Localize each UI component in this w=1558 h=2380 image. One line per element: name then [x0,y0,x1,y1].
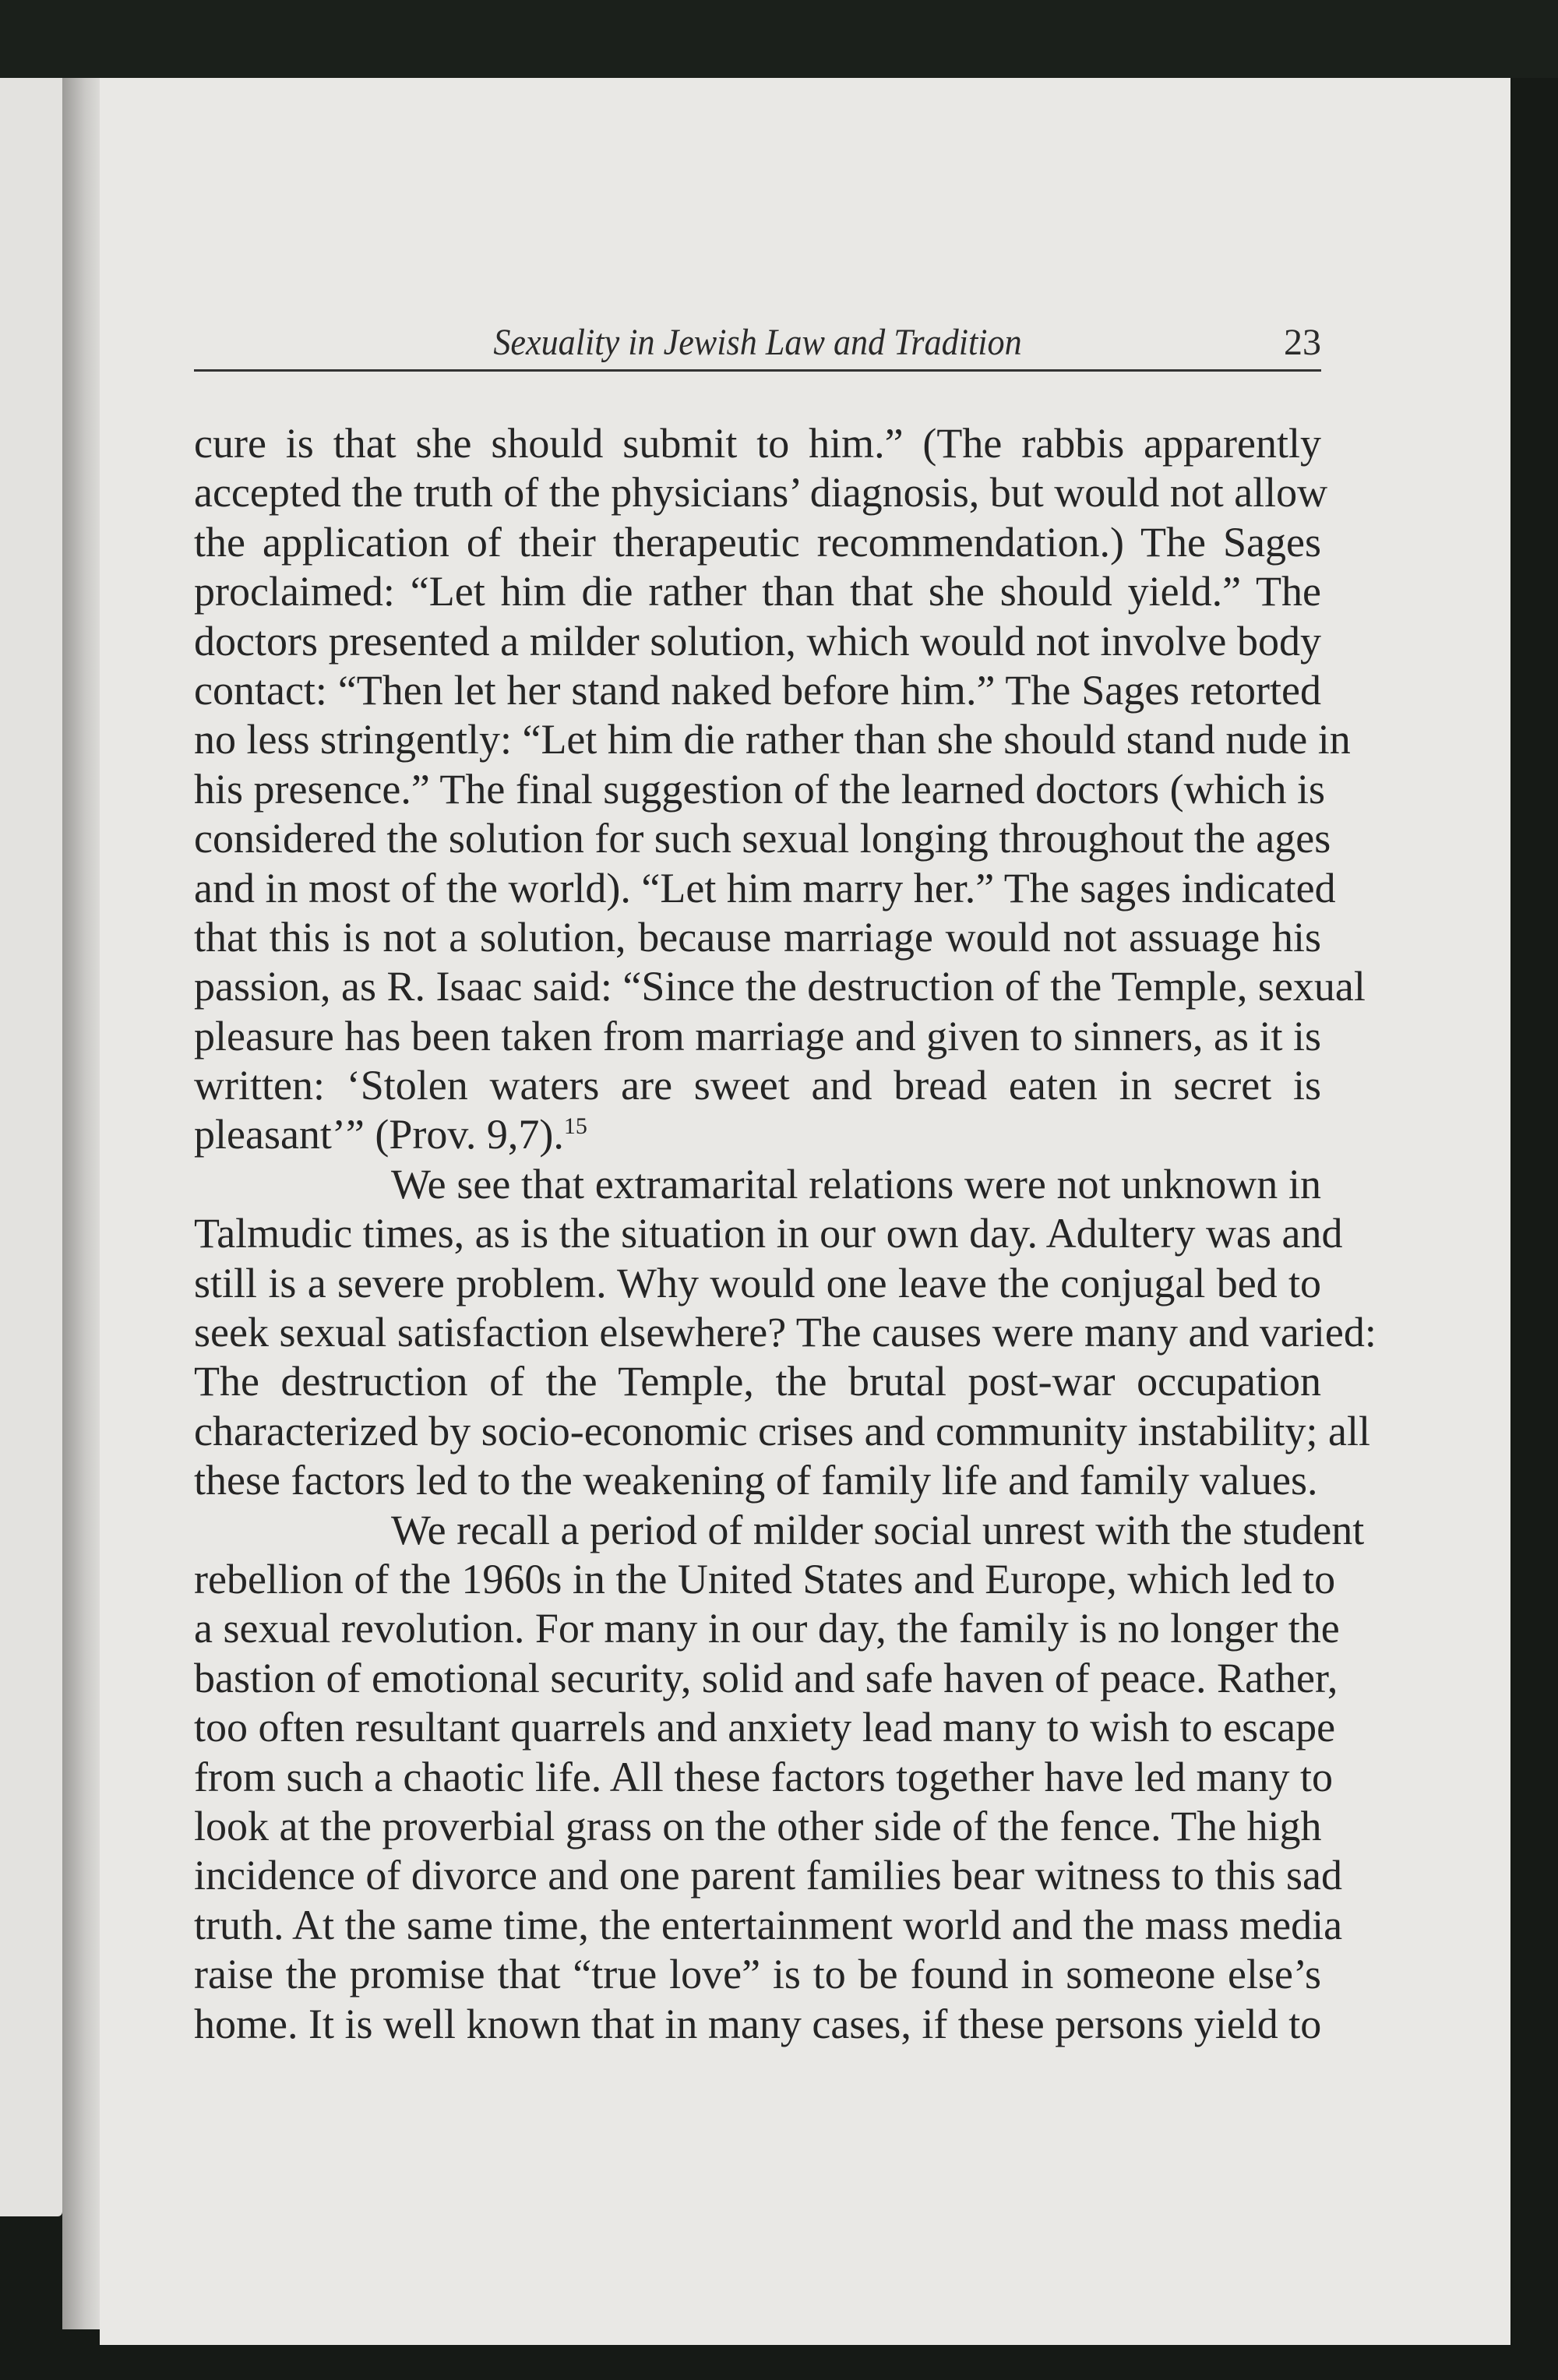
text-line [194,1950,1321,1999]
text-line-content: look at the proverbial grass on the other side of the fence. The high [194,1802,1322,1849]
text-line-content: raise the promise that “true love” is to be found in someone else’s [194,1951,1321,1998]
text-line [194,1160,1321,1209]
running-title: Sexuality in Jewish Law and Tradition [493,322,1022,363]
text-line [194,1901,1343,1950]
text-line-content: The destruction of the Temple, the brutal post-war occupation [194,1358,1321,1405]
text-line [194,1555,1336,1604]
text-line-content: that this is not a solution, because marriage would not assuage his [194,913,1321,961]
text-line-content: doctors presented a milder solution, which would not involve body [194,617,1321,665]
text-line-content: a sexual revolution. For many in our day, the family is no longer the [194,1605,1340,1652]
text-line-content: Talmudic times, as is the situation in our own day. Adultery was and [194,1210,1343,1257]
text-line-content: no less stringently: “Let him die rather than she should stand nude in [194,716,1351,763]
text-line [194,1209,1343,1258]
text-line [194,1753,1333,1802]
text-line [194,962,1366,1011]
text-line-content: passion, as R. Isaac said: “Since the destruction of the Temple, sexual [194,963,1366,1010]
scan-background-top [0,0,1558,78]
text-line [194,567,1321,616]
text-line [194,715,1351,764]
text-line-content: accepted the truth of the physicians’ diagnosis, but would not allow [194,469,1328,517]
body-text [194,419,1376,2049]
text-line [194,666,1321,715]
running-header [194,321,1321,371]
text-line [194,1110,1321,1159]
text-line-content: pleasure has been taken from marriage and given to sinners, as it is [194,1012,1322,1060]
text-line [194,1851,1343,1900]
text-line [194,1061,1321,1110]
text-line [194,419,1321,468]
text-line-content: home. It is well known that in many cases, if these persons yield to [194,2000,1322,2047]
text-line [194,765,1326,814]
text-line [194,518,1321,567]
previous-page-edge [0,78,62,2216]
paragraph [194,419,1366,1160]
text-line-content: We recall a period of milder social unrest with the student [391,1506,1365,1553]
text-line [194,1407,1370,1456]
text-line-content: the application of their therapeutic recommendation.) The Sages [194,518,1321,566]
text-line-content: rebellion of the 1960s in the United States and Europe, which led to [194,1555,1336,1603]
page-number: 23 [1284,322,1321,363]
text-line [194,1506,1365,1555]
text-line [194,864,1336,913]
text-line [194,1308,1376,1357]
text-line-content: proclaimed: “Let him die rather than that she should yield.” The [194,568,1321,615]
text-line [194,814,1331,863]
text-line-content: incidence of divorce and one parent families bear witness to this sad [194,1852,1343,1899]
text-line [194,913,1321,962]
text-line [194,2000,1321,2049]
text-line-content: characterized by socio-economic crises and community instability; all [194,1407,1370,1454]
text-line [194,1703,1336,1752]
text-line-content: from such a chaotic life. All these factors together have led many to [194,1753,1333,1800]
text-line [194,1654,1338,1703]
text-line [194,617,1321,666]
paragraph [194,1506,1365,2049]
text-line-content: too often resultant quarrels and anxiety lead many to wish to escape [194,1704,1336,1751]
text-line-content: bastion of emotional security, solid and safe haven of peace. Rather, [194,1654,1338,1701]
text-line-content: cure is that she should submit to him.” (The rabbis apparently [194,420,1321,467]
text-line-content: pleasant’” (Prov. 9,7). [194,1111,564,1158]
text-line-content: We see that extramarital relations were not unknown in [391,1160,1321,1208]
header-rule [194,369,1321,372]
text-line-content: considered the solution for such sexual longing throughout the ages [194,815,1331,862]
text-line-content: and in most of the world). “Let him marry her.” The sages indicated [194,864,1336,911]
text-line-content: truth. At the same time, the entertainment world and the mass media [194,1901,1343,1948]
text-line-content: these factors led to the weakening of family life and family values. [194,1457,1318,1504]
text-line [194,1802,1321,1851]
text-line [194,1259,1321,1308]
text-line [194,1604,1340,1653]
paragraph [194,1160,1376,1506]
text-line [194,1012,1321,1061]
text-line [194,468,1328,517]
text-line-content: seek sexual satisfaction elsewhere? The causes were many and varied: [194,1309,1376,1356]
text-line-content: his presence.” The final suggestion of the learned doctors (which is [194,765,1326,813]
page-gutter-shadow [62,78,100,2329]
text-line-content: written: ‘Stolen waters are sweet and bread eaten in secret is [194,1062,1321,1109]
text-line-content: still is a severe problem. Why would one leave the conjugal bed to [194,1259,1321,1306]
footnote-reference[interactable]: 15 [563,1113,587,1140]
text-line [194,1456,1321,1505]
text-line [194,1357,1321,1406]
text-line-content: contact: “Then let her stand naked before him.” The Sages retorted [194,666,1321,714]
